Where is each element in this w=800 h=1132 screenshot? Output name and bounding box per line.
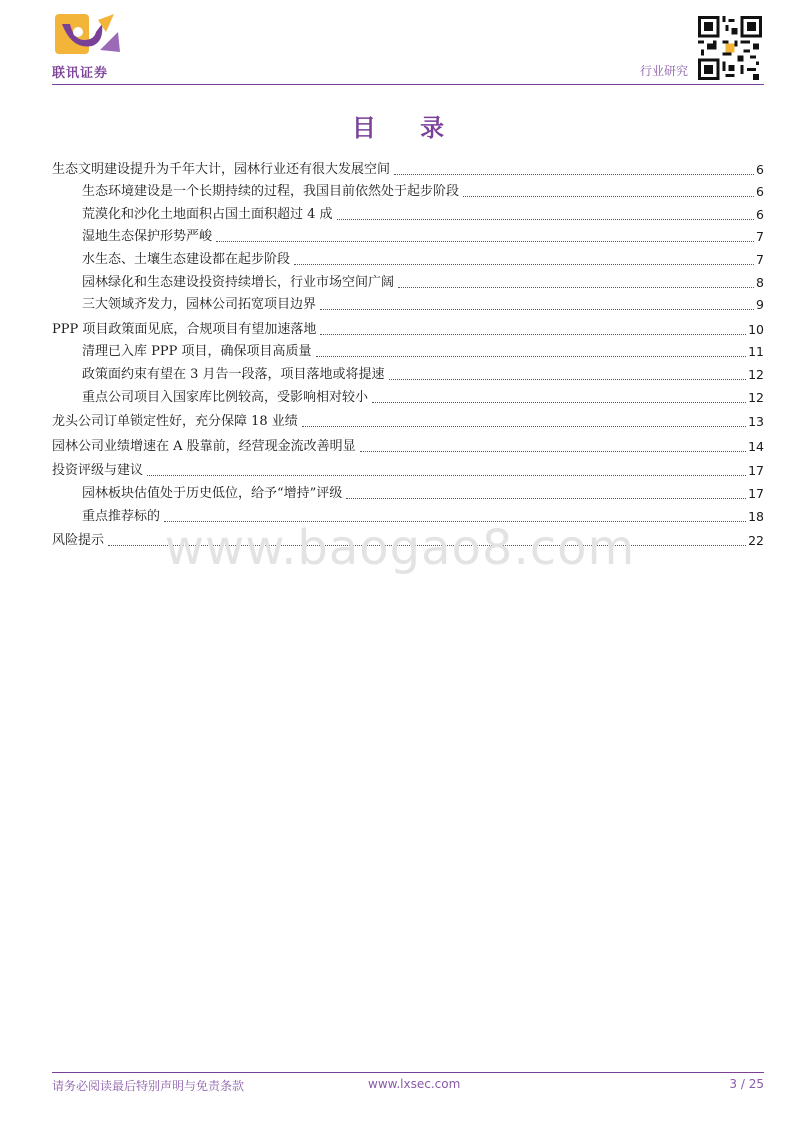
toc-dot-leader bbox=[147, 475, 746, 476]
toc-entry[interactable] bbox=[52, 409, 764, 432]
toc-dot-leader bbox=[320, 309, 754, 310]
toc-entry-title: 荒漠化和沙化土地面积占国土面积超过 4 成 bbox=[82, 206, 333, 222]
toc-dot-leader bbox=[320, 334, 746, 335]
toc-entry[interactable] bbox=[52, 246, 764, 269]
toc-entry-page: 10 bbox=[748, 321, 764, 337]
toc-entry-page: 8 bbox=[756, 274, 764, 290]
toc-entry-title: 湿地生态保护形势严峻 bbox=[82, 229, 213, 245]
footer-divider bbox=[52, 1072, 764, 1073]
toc-entry-page: 12 bbox=[748, 366, 764, 382]
toc-entry[interactable] bbox=[52, 201, 764, 224]
toc-entry-title: 生态环境建设是一个长期持续的过程，我国目前依然处于起步阶段 bbox=[82, 184, 460, 200]
toc-entry[interactable] bbox=[52, 480, 764, 503]
watermark: www.baogao8.com bbox=[164, 520, 636, 576]
toc-entry[interactable] bbox=[52, 384, 764, 407]
toc-entry-page: 7 bbox=[756, 251, 764, 267]
toc-dot-leader bbox=[360, 451, 746, 452]
toc-entry-page: 13 bbox=[748, 414, 764, 430]
toc-dot-leader bbox=[294, 264, 754, 265]
report-type-label: 行业研究 bbox=[640, 64, 689, 78]
company-logo bbox=[52, 10, 132, 81]
page-header bbox=[0, 0, 800, 86]
toc-entry[interactable] bbox=[52, 156, 764, 179]
page-number: 3 / 25 bbox=[729, 1077, 764, 1091]
toc-entry-page: 14 bbox=[748, 438, 764, 454]
lianxun-logo-icon bbox=[52, 10, 132, 64]
toc-dot-leader bbox=[372, 402, 746, 403]
toc-entry[interactable] bbox=[52, 292, 764, 315]
website-link[interactable]: www.lxsec.com bbox=[368, 1077, 461, 1091]
toc-entry-page: 18 bbox=[748, 508, 764, 524]
toc-entry-title: 风险提示 bbox=[52, 533, 105, 549]
toc-dot-leader bbox=[463, 196, 754, 197]
toc-entry[interactable] bbox=[52, 269, 764, 292]
qr-code-icon bbox=[698, 16, 762, 80]
toc-entry[interactable] bbox=[52, 433, 764, 456]
toc-entry[interactable] bbox=[52, 339, 764, 362]
toc-dot-leader bbox=[337, 219, 755, 220]
toc-entry-title: 龙头公司订单锁定性好，充分保障 18 业绩 bbox=[52, 414, 298, 430]
toc-entry-page: 11 bbox=[748, 344, 764, 360]
toc-entry-page: 22 bbox=[748, 533, 764, 549]
toc-dot-leader bbox=[316, 356, 747, 357]
toc-entry-page: 6 bbox=[756, 161, 764, 177]
toc-title: 目 录 bbox=[351, 114, 463, 142]
toc-entry[interactable] bbox=[52, 224, 764, 247]
toc-entry-title: 水生态、土壤生态建设都在起步阶段 bbox=[82, 251, 291, 267]
table-of-contents bbox=[52, 156, 764, 550]
toc-entry-title: 三大领域齐发力，园林公司拓宽项目边界 bbox=[82, 297, 317, 313]
toc-entry-title: 政策面约束有望在 3 月告一段落，项目落地或将提速 bbox=[82, 366, 385, 382]
toc-entry-title: 投资评级与建议 bbox=[52, 463, 144, 479]
toc-entry-page: 7 bbox=[756, 229, 764, 245]
toc-entry-title: 清理已入库 PPP 项目，确保项目高质量 bbox=[82, 344, 312, 360]
toc-entry-page: 6 bbox=[756, 184, 764, 200]
toc-entry-page: 6 bbox=[756, 206, 764, 222]
toc-dot-leader bbox=[346, 498, 746, 499]
qr-code bbox=[698, 16, 762, 80]
page-footer bbox=[52, 1077, 764, 1095]
toc-entry-title: 园林公司业绩增速在 A 股靠前，经营现金流改善明显 bbox=[52, 438, 356, 454]
toc-entry-title: PPP 项目政策面见底，合规项目有望加速落地 bbox=[52, 321, 317, 337]
header-divider bbox=[52, 84, 764, 85]
toc-dot-leader bbox=[398, 287, 754, 288]
toc-dot-leader bbox=[394, 174, 754, 175]
toc-entry[interactable] bbox=[52, 361, 764, 384]
toc-dot-leader bbox=[389, 379, 747, 380]
toc-entry-page: 12 bbox=[748, 389, 764, 405]
toc-entry-title: 生态文明建设提升为千年大计，园林行业还有很大发展空间 bbox=[52, 161, 391, 177]
toc-dot-leader bbox=[302, 426, 746, 427]
toc-entry-title: 重点公司项目入国家库比例较高，受影响相对较小 bbox=[82, 389, 369, 405]
toc-dot-leader bbox=[216, 241, 754, 242]
disclaimer-link[interactable]: 请务必阅读最后特别声明与免责条款 bbox=[52, 1079, 245, 1093]
toc-entry[interactable] bbox=[52, 179, 764, 202]
logo-text: 联讯证券 bbox=[52, 66, 109, 81]
toc-entry[interactable] bbox=[52, 316, 764, 339]
toc-entry-title: 重点推荐标的 bbox=[82, 508, 161, 524]
toc-entry-title: 园林板块估值处于历史低位，给予“增持”评级 bbox=[82, 485, 343, 501]
toc-entry-page: 17 bbox=[748, 485, 764, 501]
toc-entry-page: 9 bbox=[756, 297, 764, 313]
toc-entry[interactable] bbox=[52, 458, 764, 481]
toc-entry-title: 园林绿化和生态建设投资持续增长，行业市场空间广阔 bbox=[82, 274, 395, 290]
toc-entry-page: 17 bbox=[748, 463, 764, 479]
